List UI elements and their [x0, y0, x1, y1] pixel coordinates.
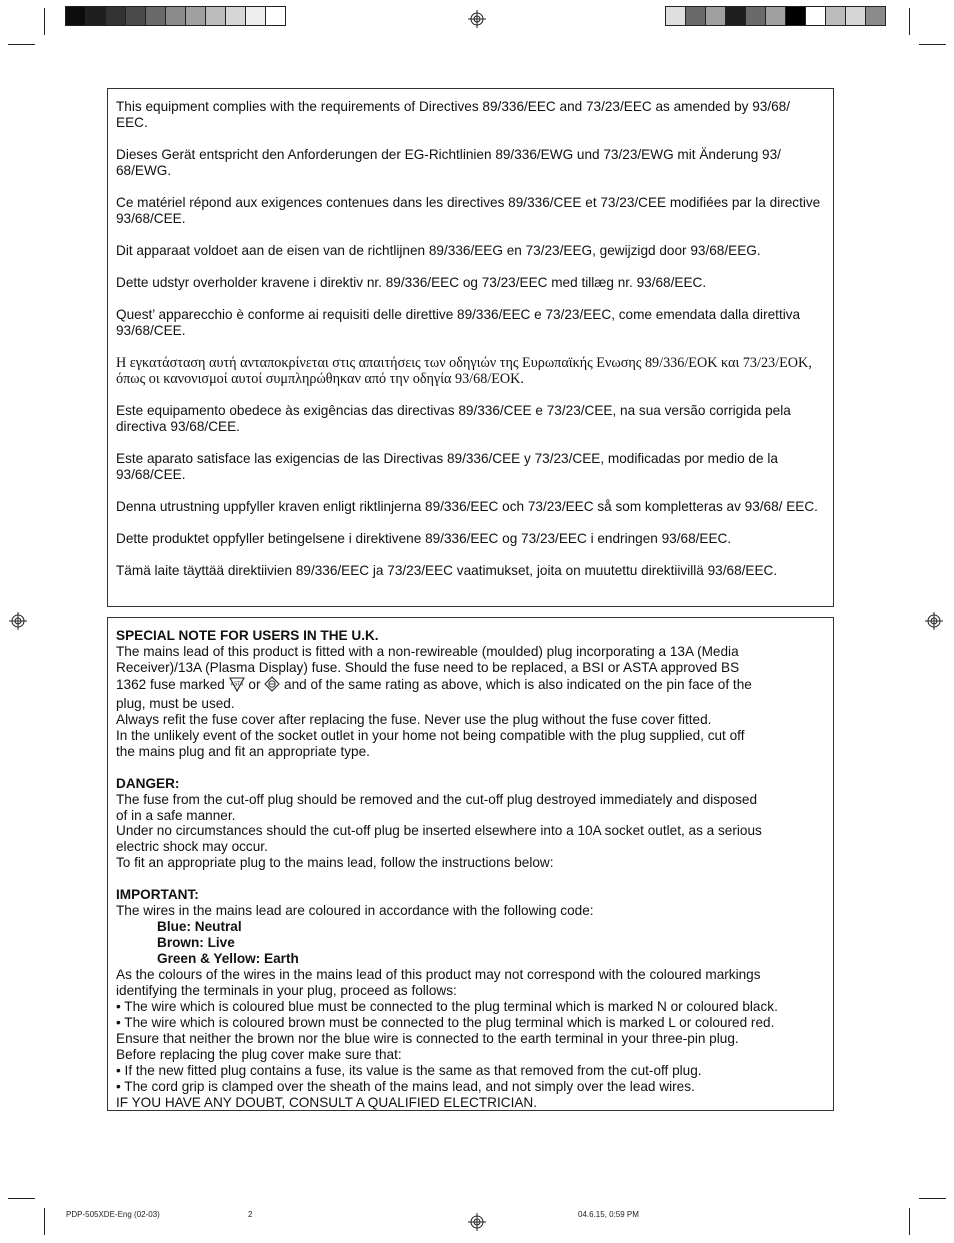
color-swatch: [686, 7, 706, 25]
uk-intro-line-with-marks: [116, 676, 825, 696]
color-swatch: [186, 7, 206, 25]
color-swatch: [826, 7, 846, 25]
important-heading: IMPORTANT:: [116, 887, 199, 903]
uk-note-heading: SPECIAL NOTE FOR USERS IN THE U.K.: [116, 628, 379, 643]
danger-heading: DANGER:: [116, 775, 180, 791]
color-swatch: [866, 7, 885, 25]
color-swatch: [846, 7, 866, 25]
color-swatch: [106, 7, 126, 25]
asta-approval-mark-icon: [229, 677, 245, 696]
directive-portuguese: Este equipamento obedece às exigências das directivas 89/336/CEE e 73/23/CEE, na sua versão corrigida pela directiva 93/68/CEE.: [116, 403, 791, 434]
directive-norwegian: Dette produktet oppfyller betingelsene i direktivene 89/336/EEC og 73/23/EEC i endringen 93/68/EEC.: [116, 531, 732, 546]
wire-code-blue: Blue: Neutral: [157, 919, 242, 935]
registration-mark-left-icon: [9, 612, 27, 630]
directives-compliance-box: [107, 88, 834, 607]
color-swatch: [166, 7, 186, 25]
registration-mark-bottom-icon: [468, 1213, 486, 1231]
wire-code-brown: Brown: Live: [157, 935, 235, 951]
svg-text:ASTA: ASTA: [230, 681, 243, 688]
color-swatch: [266, 7, 285, 25]
directive-finnish: Tämä laite täyttää direktiivien 89/336/EEC ja 73/23/EEC vaatimukset, joita on muutettu direktiivillä 93/68/EEC.: [116, 563, 778, 578]
color-swatch: [86, 7, 106, 25]
color-swatch: [746, 7, 766, 25]
danger-line: Under no circumstances should the cut-off plug be inserted elsewhere into a 10A socket outlet, as a serious: [116, 823, 762, 839]
uk-intro-line: plug, must be used.: [116, 695, 235, 711]
color-swatch: [726, 7, 746, 25]
important-line: The wires in the mains lead are coloured in accordance with the following code:: [116, 903, 594, 919]
registration-mark-top-icon: [468, 10, 486, 28]
color-swatch: [226, 7, 246, 25]
directive-greek: Η εγκατάσταση αυτή ανταποκρίνεται στις απαιτήσεις των οδηγιών της Ευρωπαϊκής Ενωσης 89/336/ΕΟΚ και 73/23/ΕΟΚ, όπως οι κανονισμοί αυτοί συμπληρώθηκαν από την οδηγία 93/68/ΕΟΚ.: [116, 355, 812, 387]
uk-intro-text: 1362 fuse marked: [116, 676, 225, 692]
color-swatch: [66, 7, 86, 25]
uk-intro-text: or: [248, 676, 261, 692]
color-swatch: [146, 7, 166, 25]
color-swatch: [126, 7, 146, 25]
color-swatch: [246, 7, 266, 25]
bullet-cord-grip: • The cord grip is clamped over the sheath of the mains lead, and not simply over the lead wires.: [116, 1078, 695, 1094]
wire-code-green-yellow: Green & Yellow: Earth: [157, 951, 299, 967]
before-line: Before replacing the plug cover make sure that:: [116, 1046, 402, 1062]
directive-english: This equipment complies with the requirements of Directives 89/336/EEC and 73/23/EEC as amended by 93/68/ EEC.: [116, 99, 791, 130]
color-bar-left: [65, 6, 286, 26]
uk-intro-text: and of the same rating as above, which is also indicated on the pin face of the: [284, 676, 752, 692]
color-swatch: [786, 7, 806, 25]
bsi-kitemark-icon: [264, 676, 280, 696]
bullet-blue-wire: • The wire which is coloured blue must be connected to the plug terminal which is marked N or coloured black.: [116, 999, 778, 1015]
directive-swedish: Denna utrustning uppfyller kraven enligt riktlinjerna 89/336/EEC och 73/23/EEC så som kompletteras av 93/68/ EEC.: [116, 499, 818, 514]
bullet-fuse-value: • If the new fitted plug contains a fuse, its value is the same as that removed from the cut-off plug.: [116, 1062, 702, 1078]
directive-french: Ce matériel répond aux exigences contenues dans les directives 89/336/CEE et 73/23/CEE modifiées par la directive 93/68/CEE.: [116, 195, 821, 226]
colours-line: identifying the terminals in your plug, proceed as follows:: [116, 983, 457, 999]
danger-line: of in a safe manner.: [116, 807, 236, 823]
directive-german: Dieses Gerät entspricht den Anforderungen der EG-Richtlinien 89/336/EWG und 73/23/EWG mit Änderung 93/ 68/EWG.: [116, 147, 781, 178]
uk-special-note-box: [107, 617, 834, 1111]
footer-doc-id: PDP-505XDE-Eng (02-03): [66, 1210, 160, 1219]
color-swatch: [206, 7, 226, 25]
directive-spanish: Este aparato satisface las exigencias de las Directivas 89/336/CEE y 73/23/CEE, modificadas por medio de la 93/68/CEE.: [116, 451, 778, 482]
uk-unlikely-line: the mains plug and fit an appropriate type.: [116, 743, 370, 759]
danger-line: The fuse from the cut-off plug should be removed and the cut-off plug destroyed immediately and disposed: [116, 791, 758, 807]
uk-unlikely-line: In the unlikely event of the socket outlet in your home not being compatible with the plug supplied, cut off: [116, 727, 745, 743]
bullet-brown-wire: • The wire which is coloured brown must be connected to the plug terminal which is marked L or coloured red.: [116, 1014, 775, 1030]
uk-refit-line: Always refit the fuse cover after replacing the fuse. Never use the plug without the fuse cover fitted.: [116, 711, 712, 727]
color-swatch: [766, 7, 786, 25]
color-bar-right: [665, 6, 886, 26]
uk-intro-line: The mains lead of this product is fitted with a non-rewireable (moulded) plug incorporating a 13A (Media: [116, 643, 739, 659]
color-swatch: [806, 7, 826, 25]
color-swatch: [666, 7, 686, 25]
footer-page-number: 2: [248, 1210, 253, 1219]
ensure-line: Ensure that neither the brown nor the blue wire is connected to the earth terminal in your three-pin plug.: [116, 1030, 739, 1046]
directive-italian: Quest’ apparecchio è conforme ai requisiti delle direttive 89/336/EEC e 73/23/EEC, come emendata dalla direttiva 93/68/CEE.: [116, 307, 801, 338]
directive-dutch: Dit apparaat voldoet aan de eisen van de richtlijnen 89/336/EEG en 73/23/EEG, gewijzigd door 93/68/EEG.: [116, 243, 761, 258]
directive-danish: Dette udstyr overholder kravene i direktiv nr. 89/336/EEC og 73/23/EEC med tillæg nr. 93/68/EEC.: [116, 275, 707, 290]
color-swatch: [706, 7, 726, 25]
danger-line: To fit an appropriate plug to the mains lead, follow the instructions below:: [116, 855, 554, 871]
uk-intro-line: Receiver)/13A (Plasma Display) fuse. Should the fuse need to be replaced, a BSI or ASTA approved BS: [116, 659, 740, 675]
registration-mark-right-icon: [925, 612, 943, 630]
colours-line: As the colours of the wires in the mains lead of this product may not correspond with the coloured markings: [116, 967, 761, 983]
doubt-line: IF YOU HAVE ANY DOUBT, CONSULT A QUALIFIED ELECTRICIAN.: [116, 1094, 538, 1110]
danger-line: electric shock may occur.: [116, 839, 268, 855]
footer-timestamp: 04.6.15, 0:59 PM: [578, 1210, 639, 1219]
